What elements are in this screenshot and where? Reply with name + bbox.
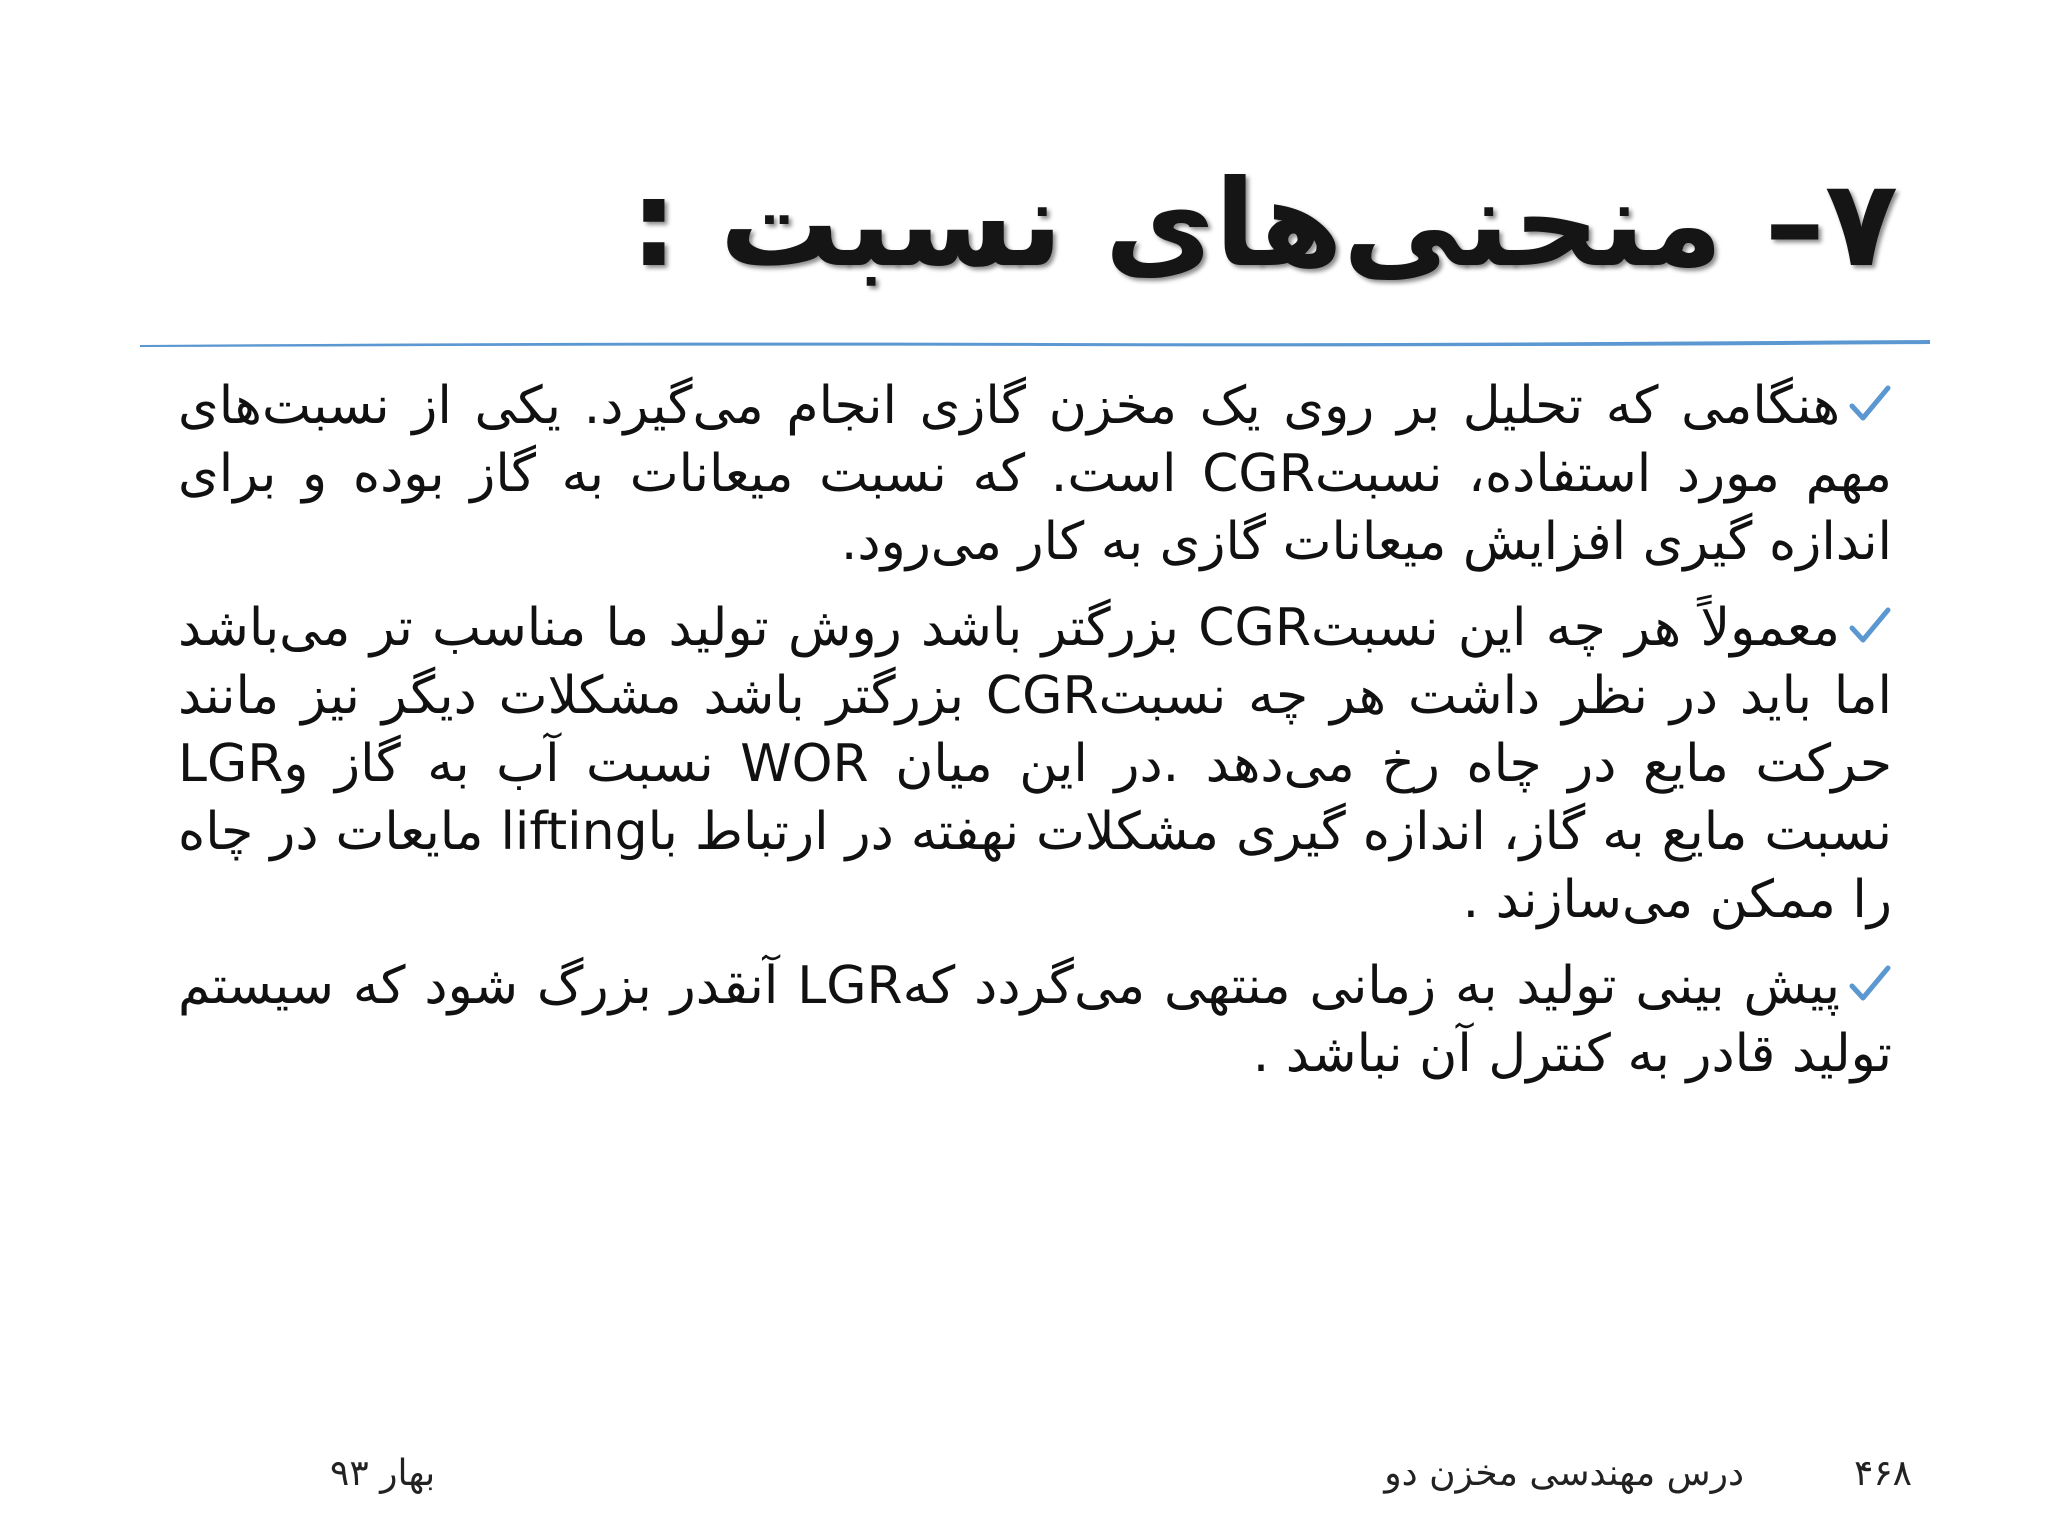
bullet-item (178, 372, 1898, 576)
slide-title: ۷– منحنی‌های نسبت : (629, 155, 1898, 294)
title-divider (140, 338, 1930, 348)
footer-term: بهار ۹۳ (330, 1453, 436, 1494)
bullet-list (178, 372, 1898, 1106)
checkmark-icon (1848, 604, 1892, 648)
bullet-text: هنگامی که تحلیل بر روی یک مخزن گازی انجام می‌گیرد. یکی از نسبت‌های مهم مورد استفاده، نسبتCGR است. که نسبت میعانات به گاز بوده و برای اندازه گیری افزایش میعانات گازی به کار می‌رود. (178, 376, 1893, 572)
divider-line (140, 340, 1930, 347)
bullet-text: معمولاً هر چه این نسبتCGR بزرگتر باشد روش تولید ما مناسب تر می‌باشد اما باید در نظر داشت هر چه نسبتCGR بزرگتر باشد مشکلات دیگر نیز مانند حرکت مایع در چاه رخ می‌دهد .در این میان WOR نسبت آب به گاز وLGR نسبت مایع به گاز، اندازه گیری مشکلات نهفته در ارتباط باlifting مایعات در چاه را ممکن می‌سازند . (178, 598, 1893, 930)
bullet-text: پیش بینی تولید به زمانی منتهی می‌گردد کهLGR آنقدر بزرگ شود که سیستم تولید قادر به کنترل آن نباشد . (178, 956, 1892, 1084)
bullet-item (178, 594, 1898, 934)
footer-page-number: ۴۶۸ (1853, 1453, 1912, 1494)
checkmark-icon (1848, 962, 1892, 1006)
footer-course-name: درس مهندسی مخزن دو (1384, 1453, 1744, 1494)
checkmark-icon (1848, 382, 1892, 426)
bullet-item (178, 952, 1898, 1088)
